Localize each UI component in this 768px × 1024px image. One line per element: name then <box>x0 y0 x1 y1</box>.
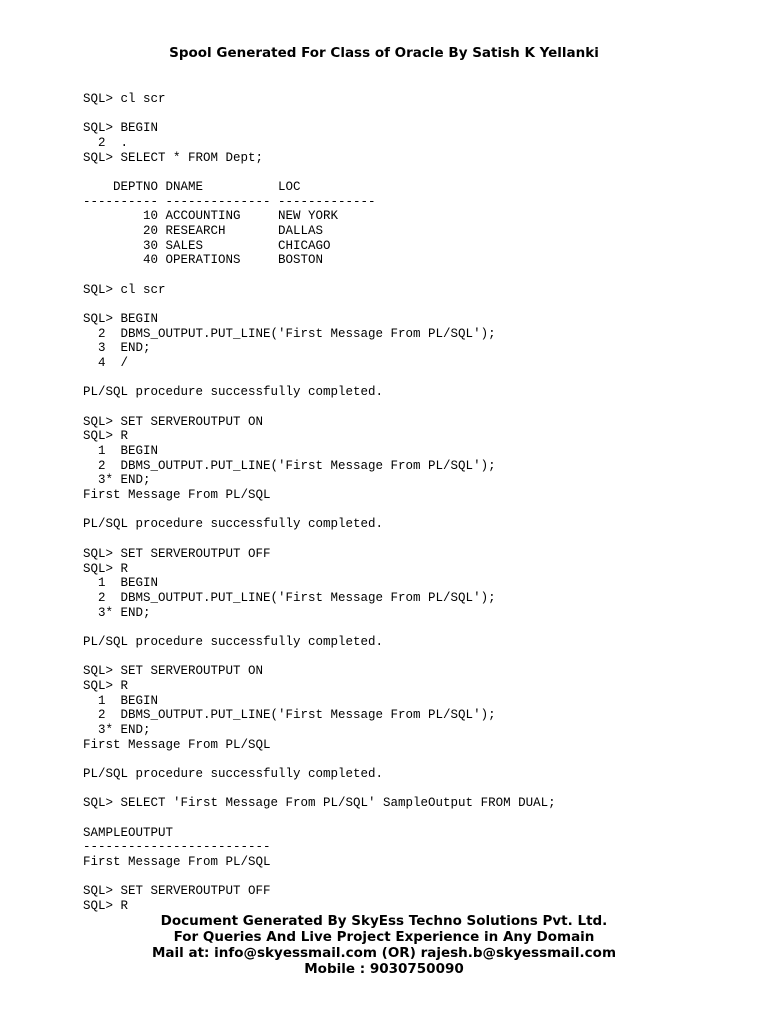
footer-queries-line: For Queries And Live Project Experience in Any Domain <box>173 929 595 945</box>
spool-line: 10 ACCOUNTING NEW YORK <box>83 209 339 224</box>
spool-line: SQL> SELECT * FROM Dept; <box>83 150 264 165</box>
spool-line: ------------------------- <box>83 840 271 855</box>
spool-line: 40 OPERATIONS BOSTON <box>83 253 324 268</box>
spool-line: 1 BEGIN <box>83 576 159 591</box>
spool-line <box>83 752 556 767</box>
spool-line: 3 END; <box>83 341 151 356</box>
spool-line: SQL> SET SERVEROUTPUT ON <box>83 414 264 429</box>
page-footer <box>0 913 768 977</box>
spool-line: PL/SQL procedure successfully completed. <box>83 634 384 649</box>
spool-line: SAMPLEOUTPUT <box>83 825 174 840</box>
spool-line: SQL> SET SERVEROUTPUT ON <box>83 664 264 679</box>
spool-line <box>83 371 556 386</box>
spool-line: SQL> SET SERVEROUTPUT OFF <box>83 546 271 561</box>
spool-line: 1 BEGIN <box>83 444 159 459</box>
spool-line: 3* END; <box>83 605 151 620</box>
spool-line <box>83 165 556 180</box>
spool-line <box>83 268 556 283</box>
spool-output <box>83 92 556 914</box>
spool-line: PL/SQL procedure successfully completed. <box>83 766 384 781</box>
spool-line: SQL> SET SERVEROUTPUT OFF <box>83 884 271 899</box>
spool-line: SQL> R <box>83 429 129 444</box>
spool-line: 1 BEGIN <box>83 693 159 708</box>
spool-line: DEPTNO DNAME LOC <box>83 180 301 195</box>
spool-line <box>83 503 556 518</box>
spool-line <box>83 107 556 122</box>
spool-line <box>83 620 556 635</box>
spool-line <box>83 650 556 665</box>
page-header <box>0 45 768 61</box>
spool-line: SQL> R <box>83 561 129 576</box>
spool-line: ---------- -------------- ------------- <box>83 194 376 209</box>
spool-line: First Message From PL/SQL <box>83 854 271 869</box>
spool-line <box>83 811 556 826</box>
spool-line <box>83 870 556 885</box>
spool-line: SQL> R <box>83 898 129 913</box>
spool-line <box>83 782 556 797</box>
spool-line: 3* END; <box>83 473 151 488</box>
spool-line: 3* END; <box>83 722 151 737</box>
spool-line: SQL> R <box>83 678 129 693</box>
spool-line: 20 RESEARCH DALLAS <box>83 224 324 239</box>
footer-mobile-line: Mobile : 9030750090 <box>304 961 464 977</box>
spool-line: SQL> BEGIN <box>83 312 159 327</box>
spool-line: PL/SQL procedure successfully completed. <box>83 385 384 400</box>
spool-line: 2 DBMS_OUTPUT.PUT_LINE('First Message From PL/SQL'); <box>83 590 496 605</box>
spool-line: SQL> cl scr <box>83 92 166 106</box>
footer-mail-line: Mail at: info@skyessmail.com (OR) rajesh.b@skyessmail.com <box>151 945 617 961</box>
spool-line: SQL> cl scr <box>83 282 166 297</box>
footer-company-line: Document Generated By SkyEss Techno Solutions Pvt. Ltd. <box>160 913 608 929</box>
spool-line: SQL> SELECT 'First Message From PL/SQL' SampleOutput FROM DUAL; <box>83 796 556 811</box>
spool-line <box>83 297 556 312</box>
spool-line: 4 / <box>83 356 129 371</box>
spool-line: First Message From PL/SQL <box>83 737 271 752</box>
spool-line: 30 SALES CHICAGO <box>83 238 331 253</box>
spool-line: 2 DBMS_OUTPUT.PUT_LINE('First Message From PL/SQL'); <box>83 458 496 473</box>
spool-line: SQL> BEGIN <box>83 121 159 136</box>
spool-line: First Message From PL/SQL <box>83 488 271 503</box>
spool-line <box>83 532 556 547</box>
spool-line <box>83 400 556 415</box>
spool-line: 2 DBMS_OUTPUT.PUT_LINE('First Message From PL/SQL'); <box>83 708 496 723</box>
spool-line: PL/SQL procedure successfully completed. <box>83 517 384 532</box>
page-title: Spool Generated For Class of Oracle By Satish K Yellanki <box>169 45 599 61</box>
spool-line: 2 . <box>83 136 129 151</box>
spool-line: 2 DBMS_OUTPUT.PUT_LINE('First Message From PL/SQL'); <box>83 326 496 341</box>
